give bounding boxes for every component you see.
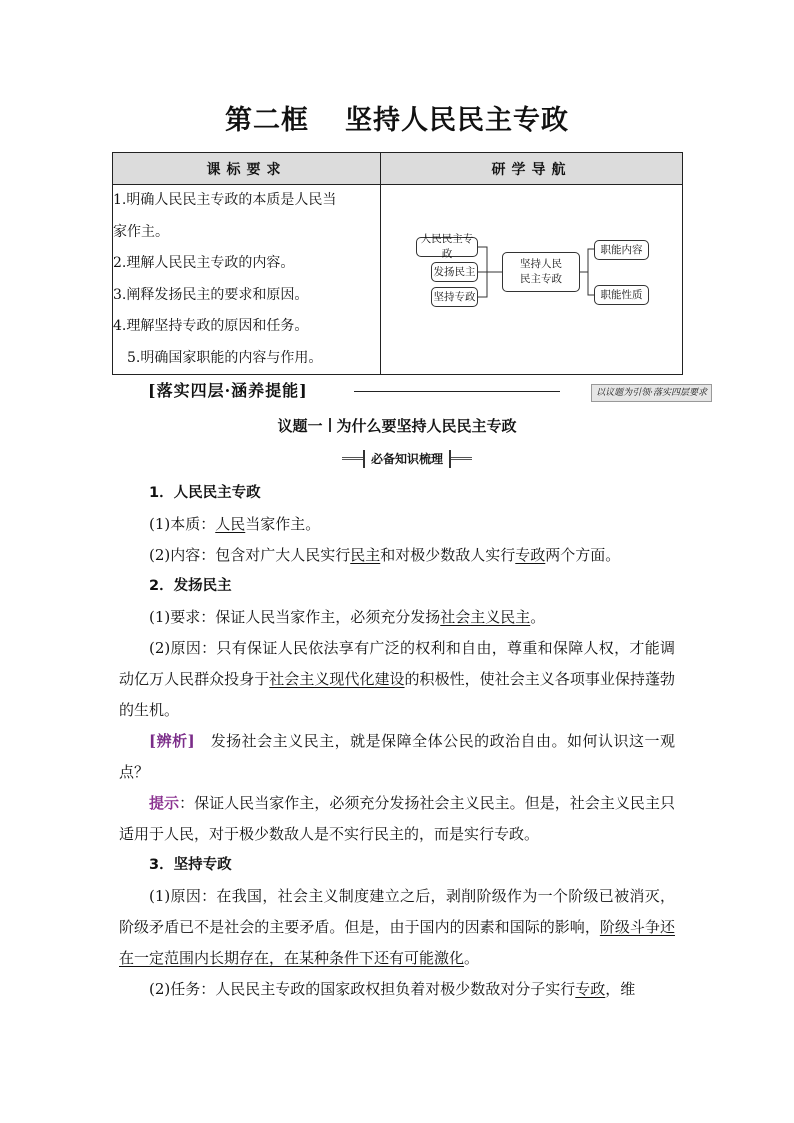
diagram-box-dictatorship: 坚持专政 <box>431 287 478 307</box>
hint-paragraph: 提示：保证人民当家作主，必须充分发扬社会主义民主。但是，社会主义民主只适用于人民，对于极少数敌人是不实行民主的，而是实行专政。 <box>119 794 675 843</box>
diagram-box-people-dictatorship: 人民民主专政 <box>416 237 478 257</box>
standards-table <box>112 152 683 375</box>
requirement-item: 4.理解坚持专政的原因和任务。 <box>113 318 309 334</box>
diagram-box-function-content: 职能内容 <box>594 240 649 260</box>
requirement-item: 1.明确人民民主专政的本质是人民当 <box>113 192 337 208</box>
paragraph: (1)原因：在我国，社会主义制度建立之后，剥削阶级作为一个阶级已被消灭，阶级矛盾已不是社会的主要矛盾。但是，由于国内的因素和国际的影响，阶级斗争还在一定范围内长期存在，在某种条件下还有可能激化。 <box>119 887 675 967</box>
paragraph: (2)内容：包含对广大人民实行民主和对极少数敌人实行专政两个方面。 <box>149 546 621 564</box>
analysis-paragraph: [辨析] 发扬社会主义民主，就是保障全体公民的政治自由。如何认识这一观点？ <box>119 732 675 781</box>
paragraph: (1)要求：保证人民当家作主，必须充分发扬社会主义民主。 <box>149 608 546 626</box>
heading-1: 1．人民民主专政 <box>149 485 261 501</box>
paragraph: (1)本质：人民当家作主。 <box>149 515 321 533</box>
heading-2: 2．发扬民主 <box>149 578 232 594</box>
requirement-item: 2.理解人民民主专政的内容。 <box>113 255 295 271</box>
section-title: [落实四层·涵养提能] <box>148 381 308 400</box>
paragraph: (2)任务：人民民主专政的国家政权担负着对极少数敌对分子实行专政，维 <box>149 980 636 998</box>
requirement-item: 家作主。 <box>113 223 169 240</box>
requirements-cell <box>113 185 381 375</box>
diagram-box-democracy: 发扬民主 <box>431 262 478 282</box>
knowledge-badge: 必备知识梳理 <box>342 448 472 466</box>
content-body <box>119 478 675 1005</box>
section-divider <box>354 391 560 392</box>
section-header <box>148 378 712 402</box>
diagram-box-function-nature: 职能性质 <box>594 285 649 305</box>
diagram-box-center: 坚持人民 民主专政 <box>502 252 580 292</box>
topic-heading: 议题一 为什么要坚持人民民主专政 <box>277 417 517 435</box>
requirement-item: 3.阐释发扬民主的要求和原因。 <box>113 286 309 303</box>
guide-diagram-cell <box>381 185 683 375</box>
page-title: 第二框 坚持人民民主专政 <box>225 105 569 136</box>
paragraph: (2)原因：只有保证人民依法享有广泛的权利和自由，尊重和保障人权，才能调动亿万人民群众投身于社会主义现代化建设的积极性，使社会主义各项事业保持蓬勃的生机。 <box>119 639 675 719</box>
heading-3: 3．坚持专政 <box>149 857 232 873</box>
col-header-guide: 研学导航 <box>381 153 683 185</box>
analysis-tag: [辨析] <box>149 732 195 750</box>
section-subtitle: 以议题为引领·落实四层要求 <box>591 384 712 402</box>
requirement-item: 5.明确国家职能的内容与作用。 <box>127 349 323 366</box>
hint-tag: 提示 <box>149 794 180 812</box>
col-header-requirements: 课标要求 <box>113 153 381 185</box>
